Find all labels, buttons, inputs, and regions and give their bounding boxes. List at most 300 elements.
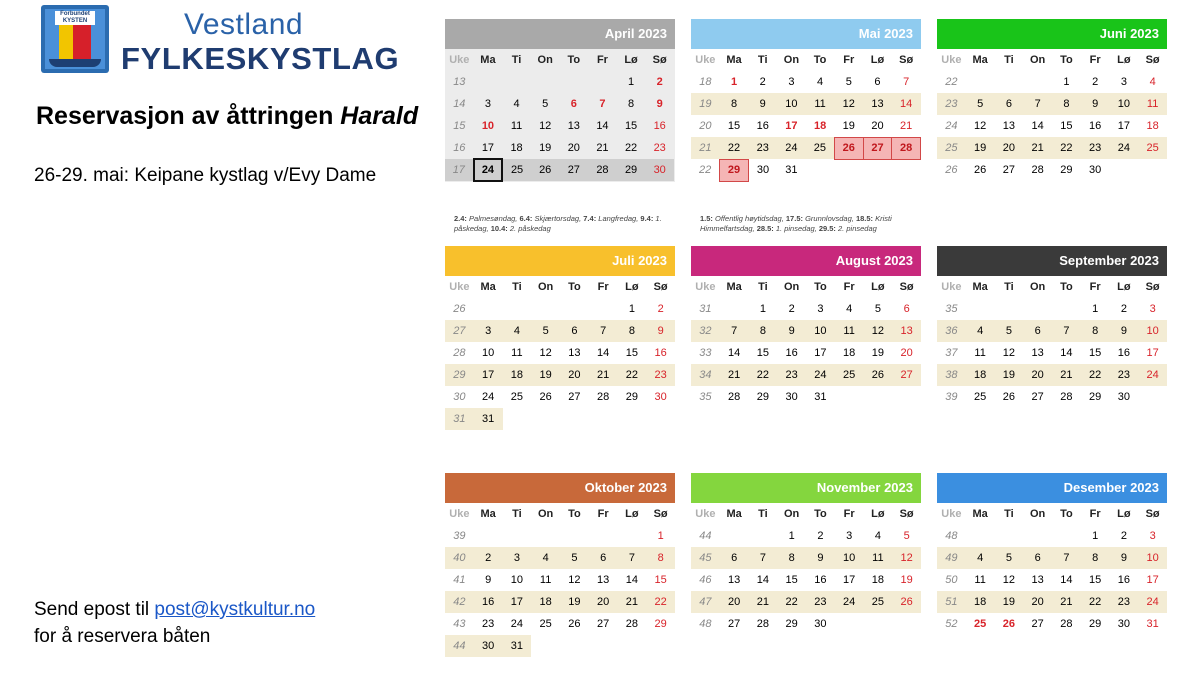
- day-cell: 28: [1060, 391, 1073, 403]
- day-cell: [502, 71, 531, 93]
- day-cell: 7: [589, 320, 618, 342]
- day-cell: 15: [1089, 574, 1102, 586]
- day-label: On: [783, 508, 800, 520]
- day-cell: 15: [654, 574, 667, 586]
- week-number: 34: [691, 364, 720, 386]
- day-label: Ti: [512, 281, 522, 293]
- day-cell: 23: [482, 618, 495, 630]
- day-label: To: [814, 281, 827, 293]
- day-cell: 10: [1138, 547, 1167, 569]
- week-label: Uke: [695, 281, 716, 293]
- day-cell: 2: [645, 71, 674, 93]
- day-cell: 25: [502, 159, 531, 181]
- day-cell: 3: [1149, 530, 1156, 542]
- day-cell: 7: [618, 547, 647, 569]
- day-cell: 22: [720, 137, 749, 159]
- day-cell: 6: [903, 303, 910, 315]
- day-cell: 10: [482, 347, 495, 359]
- day-cell: [864, 613, 893, 635]
- day-cell: 7: [1023, 93, 1052, 115]
- day-cell: 2: [1092, 76, 1099, 88]
- week-number: 26: [945, 164, 958, 176]
- day-cell: [618, 408, 647, 430]
- week-number: 19: [691, 93, 720, 115]
- day-cell: 13: [1031, 574, 1044, 586]
- day-cell: 8: [749, 320, 778, 342]
- day-cell: [503, 408, 532, 430]
- day-cell: 14: [597, 347, 610, 359]
- day-cell: [892, 386, 921, 408]
- day-cell: 4: [846, 303, 853, 315]
- day-cell: 18: [502, 137, 531, 159]
- day-cell: 1: [1092, 303, 1099, 315]
- day-label: To: [1060, 508, 1073, 520]
- day-cell: 9: [485, 574, 492, 586]
- day-cell: [646, 635, 675, 657]
- day-cell: 21: [618, 591, 647, 613]
- day-cell: 6: [1023, 547, 1052, 569]
- week-number: 31: [699, 303, 712, 315]
- day-cell: 12: [1002, 574, 1015, 586]
- month-table: [445, 503, 675, 657]
- day-cell: [1023, 298, 1052, 320]
- day-cell: 10: [806, 320, 835, 342]
- day-cell: [503, 525, 532, 547]
- contact-info: [34, 596, 315, 650]
- day-cell: 23: [645, 137, 674, 159]
- day-label: Fr: [843, 508, 855, 520]
- day-cell: 3: [503, 547, 532, 569]
- week-number: 18: [699, 76, 712, 88]
- day-cell: [618, 635, 647, 657]
- week-number: 21: [691, 137, 720, 159]
- day-label: Ti: [511, 54, 522, 66]
- month-header: Juli 2023: [445, 246, 675, 276]
- day-cell: 19: [966, 137, 995, 159]
- day-cell: [589, 298, 618, 320]
- day-cell: 24: [1138, 364, 1167, 386]
- day-label: To: [567, 54, 581, 66]
- day-label: Fr: [843, 54, 855, 66]
- day-label: On: [537, 281, 554, 293]
- day-cell: [1138, 159, 1167, 181]
- day-cell: [531, 525, 560, 547]
- month-6: [937, 246, 1167, 408]
- day-cell: 2: [788, 303, 795, 315]
- day-cell: 21: [589, 364, 618, 386]
- day-cell: 11: [806, 93, 835, 115]
- day-cell: [474, 71, 503, 93]
- day-cell: 6: [720, 547, 749, 569]
- day-cell: 18: [966, 591, 995, 613]
- day-cell: 20: [871, 119, 884, 132]
- day-cell: 12: [539, 347, 552, 359]
- day-cell: 22: [646, 591, 675, 613]
- day-cell: 17: [1117, 120, 1130, 132]
- day-cell: 17: [843, 574, 856, 586]
- logo-top-text: Vestland: [184, 8, 304, 41]
- day-cell: 8: [1052, 93, 1081, 115]
- day-label: Ti: [1004, 54, 1014, 66]
- day-cell: 22: [1052, 137, 1081, 159]
- day-cell: [589, 635, 618, 657]
- week-number: 41: [453, 574, 466, 586]
- day-label: Sø: [1145, 54, 1160, 66]
- day-cell: 14: [756, 574, 769, 586]
- day-label: To: [568, 508, 581, 520]
- day-cell: 26: [531, 159, 560, 181]
- day-cell: 7: [749, 547, 778, 569]
- day-cell: 16: [1089, 120, 1102, 132]
- day-cell: [864, 386, 893, 408]
- day-cell: 3: [474, 93, 503, 115]
- day-cell: 3: [817, 303, 824, 315]
- week-label: Uke: [449, 281, 470, 293]
- day-cell: 10: [1138, 320, 1167, 342]
- month-table: [691, 276, 921, 408]
- day-cell: 27: [597, 618, 610, 630]
- day-cell: 26: [892, 591, 921, 613]
- day-cell: 29: [1060, 164, 1073, 176]
- day-label: On: [783, 54, 800, 66]
- day-cell: 23: [1110, 591, 1139, 613]
- kystlag-logo: [41, 5, 400, 76]
- day-label: On: [1029, 54, 1046, 66]
- day-cell: 2: [759, 76, 766, 88]
- day-cell: 19: [995, 364, 1024, 386]
- week-number: 38: [937, 364, 966, 386]
- day-cell: 14: [1060, 574, 1073, 586]
- day-cell: 2: [1120, 303, 1127, 315]
- day-cell: 5: [903, 530, 910, 542]
- day-cell: 1: [1092, 530, 1099, 542]
- day-cell: 26: [539, 391, 552, 403]
- week-number: 22: [698, 164, 712, 176]
- day-cell: 17: [474, 137, 503, 159]
- week-number: 39: [453, 530, 466, 542]
- day-label: Ma: [972, 54, 988, 66]
- day-cell: 24: [835, 591, 864, 613]
- day-cell: 8: [1081, 320, 1110, 342]
- day-cell: 25: [1138, 137, 1167, 159]
- day-cell: [892, 613, 921, 635]
- day-cell: 22: [777, 591, 806, 613]
- day-cell: 16: [1117, 347, 1130, 359]
- day-cell: 2: [657, 303, 664, 315]
- day-cell: 5: [874, 303, 881, 315]
- month-header: Mai 2023: [691, 19, 921, 49]
- logo-bottom-text: FYLKESKYSTLAG: [121, 41, 400, 76]
- day-cell: 20: [589, 591, 618, 613]
- day-cell: [806, 159, 835, 181]
- day-cell: 5: [560, 547, 589, 569]
- month-table: [445, 49, 675, 182]
- month-table: [937, 503, 1167, 635]
- day-cell: 15: [785, 574, 798, 586]
- day-cell: 23: [1081, 137, 1110, 159]
- month-table: [937, 49, 1167, 181]
- day-cell: 19: [531, 137, 560, 159]
- day-label: To: [1060, 281, 1073, 293]
- day-cell: 20: [1023, 591, 1052, 613]
- day-cell: 19: [842, 119, 855, 132]
- day-cell: 5: [531, 320, 560, 342]
- day-label: Lø: [625, 281, 639, 293]
- day-cell: [1052, 525, 1081, 547]
- day-label: To: [813, 54, 827, 66]
- week-number: 50: [945, 574, 958, 586]
- day-cell: 5: [845, 76, 852, 88]
- day-cell: 11: [511, 347, 523, 359]
- month-table: [445, 276, 675, 430]
- day-cell: 30: [785, 391, 798, 403]
- page-title: [36, 102, 418, 131]
- day-cell: 15: [1089, 347, 1102, 359]
- week-number: 51: [937, 591, 966, 613]
- day-cell: 9: [748, 93, 777, 115]
- day-cell: [531, 635, 560, 657]
- month-5: [691, 246, 921, 408]
- boat-name: Harald: [340, 102, 419, 130]
- day-cell: 22: [1081, 364, 1110, 386]
- month-header: August 2023: [691, 246, 921, 276]
- day-cell: 10: [474, 115, 503, 137]
- week-number: 27: [445, 320, 474, 342]
- day-cell: [720, 298, 749, 320]
- day-cell: 13: [728, 574, 741, 586]
- day-cell: 13: [568, 347, 581, 359]
- day-cell: [560, 525, 589, 547]
- day-cell: 10: [777, 93, 806, 115]
- day-cell: 14: [588, 115, 617, 137]
- day-label: Sø: [899, 54, 914, 66]
- week-number: 45: [691, 547, 720, 569]
- day-cell: [1110, 159, 1139, 181]
- day-cell: 15: [617, 115, 646, 137]
- day-cell: 8: [646, 547, 675, 569]
- day-cell: 22: [1081, 591, 1110, 613]
- day-cell: 2: [1120, 530, 1127, 542]
- day-cell: 9: [806, 547, 835, 569]
- day-cell: 15: [756, 347, 769, 359]
- day-cell: 21: [900, 119, 913, 132]
- day-cell: 23: [1110, 364, 1139, 386]
- day-cell: 1: [759, 303, 766, 315]
- day-cell: 11: [835, 320, 864, 342]
- day-label: Fr: [1089, 281, 1101, 293]
- day-cell: [560, 71, 589, 93]
- day-cell: 10: [835, 547, 864, 569]
- day-cell: 3: [1120, 76, 1127, 88]
- day-cell: 23: [777, 364, 806, 386]
- week-label: Uke: [449, 508, 470, 520]
- week-number: 23: [937, 93, 966, 115]
- day-cell: 16: [645, 115, 674, 137]
- day-cell: 6: [874, 76, 881, 88]
- contact-suffix: for å reservera båten: [34, 626, 211, 647]
- day-cell: [835, 386, 864, 408]
- day-label: Ma: [972, 281, 988, 293]
- week-label: Uke: [695, 508, 716, 520]
- day-cell: 24: [806, 364, 835, 386]
- week-label: Uke: [941, 54, 962, 66]
- holiday-notes: 1.5: Offentlig høytidsdag, 17.5: Grunnlovsdag, 18.5: Kristi Himmelfartsdag, 28.5: 1. pinsedag, 29.5: 2. pinsedag: [700, 214, 892, 233]
- day-label: Lø: [1117, 508, 1131, 520]
- day-cell: 20: [560, 364, 589, 386]
- day-cell: 18: [871, 574, 884, 586]
- day-cell: 22: [618, 364, 647, 386]
- month-4: [445, 246, 675, 430]
- day-cell: 30: [756, 164, 770, 176]
- day-cell: 21: [588, 137, 617, 159]
- day-cell: 26: [568, 618, 581, 630]
- day-cell: [618, 525, 647, 547]
- day-cell: 30: [654, 391, 667, 403]
- day-label: Sø: [652, 54, 667, 66]
- day-cell: 7: [903, 76, 910, 88]
- week-number: 44: [445, 635, 474, 657]
- month-1: [445, 19, 675, 182]
- day-cell: 8: [1081, 547, 1110, 569]
- week-number: 36: [937, 320, 966, 342]
- day-label: Fr: [1089, 54, 1101, 66]
- day-cell: 18: [503, 364, 532, 386]
- title-main: Reservasjon av åttringen: [36, 102, 341, 130]
- week-number: 20: [699, 120, 712, 132]
- day-cell: 27: [728, 618, 741, 630]
- day-cell: 11: [974, 347, 986, 359]
- day-cell: 16: [756, 120, 769, 132]
- day-cell: 6: [1023, 320, 1052, 342]
- day-cell: 27: [1031, 618, 1044, 630]
- week-number: 26: [453, 303, 466, 315]
- day-cell: [531, 71, 560, 93]
- day-label: Lø: [870, 54, 885, 66]
- day-label: Ti: [758, 281, 768, 293]
- day-cell: 14: [1031, 120, 1044, 132]
- day-cell: [474, 525, 503, 547]
- week-number: 40: [445, 547, 474, 569]
- day-cell: 26: [1002, 391, 1015, 403]
- day-cell: 15: [625, 347, 638, 359]
- day-cell: 25: [974, 391, 987, 403]
- day-cell: 24: [474, 159, 503, 181]
- day-cell: 27: [1002, 164, 1015, 176]
- week-number: 48: [945, 530, 958, 542]
- day-cell: 29: [720, 159, 749, 181]
- day-cell: 21: [749, 591, 778, 613]
- day-cell: 28: [1031, 164, 1044, 176]
- day-cell: 6: [995, 93, 1024, 115]
- day-cell: 14: [892, 93, 921, 115]
- day-cell: [560, 408, 589, 430]
- day-cell: 31: [503, 635, 532, 657]
- day-cell: 8: [617, 93, 646, 115]
- month-header: September 2023: [937, 246, 1167, 276]
- day-cell: 21: [720, 364, 749, 386]
- day-cell: 17: [814, 347, 827, 359]
- day-cell: 8: [720, 93, 749, 115]
- email-link[interactable]: post@kystkultur.no: [154, 599, 316, 620]
- day-cell: 4: [503, 320, 532, 342]
- day-cell: 19: [531, 364, 560, 386]
- day-cell: 7: [720, 320, 749, 342]
- day-cell: 13: [892, 320, 921, 342]
- week-number: 44: [699, 530, 712, 542]
- day-cell: 23: [646, 364, 675, 386]
- day-cell: 4: [531, 547, 560, 569]
- day-cell: 25: [864, 591, 893, 613]
- day-cell: 25: [835, 364, 864, 386]
- day-label: Sø: [899, 508, 914, 520]
- day-cell: 23: [748, 137, 777, 159]
- day-cell: 21: [1052, 591, 1081, 613]
- contact-prefix: Send epost til: [34, 599, 155, 620]
- day-cell: 27: [863, 137, 892, 159]
- day-label: On: [537, 54, 553, 66]
- day-cell: 16: [1117, 574, 1130, 586]
- day-cell: 26: [864, 364, 893, 386]
- week-number: 29: [445, 364, 474, 386]
- day-cell: [966, 525, 995, 547]
- day-label: Lø: [871, 508, 885, 520]
- day-label: Ma: [726, 281, 742, 293]
- day-cell: 1: [617, 71, 646, 93]
- week-number: 24: [945, 120, 958, 132]
- day-cell: 18: [843, 347, 856, 359]
- day-cell: 28: [625, 618, 638, 630]
- day-cell: 28: [588, 159, 617, 181]
- week-number: 35: [945, 303, 958, 315]
- week-number: 32: [691, 320, 720, 342]
- day-cell: 9: [1110, 320, 1139, 342]
- day-cell: 9: [645, 93, 674, 115]
- day-cell: [863, 159, 892, 181]
- day-cell: 8: [618, 320, 647, 342]
- month-9: [937, 473, 1167, 635]
- day-label: On: [537, 508, 554, 520]
- day-cell: [995, 71, 1024, 93]
- day-cell: 5: [531, 93, 560, 115]
- day-cell: 20: [995, 137, 1024, 159]
- day-cell: 29: [1089, 391, 1102, 403]
- day-cell: [720, 525, 749, 547]
- day-cell: [835, 613, 864, 635]
- day-cell: 24: [1138, 591, 1167, 613]
- day-cell: 3: [1149, 303, 1156, 315]
- day-cell: 7: [588, 93, 617, 115]
- day-cell: 18: [813, 120, 827, 132]
- day-cell: 6: [589, 547, 618, 569]
- day-cell: 27: [892, 364, 921, 386]
- day-cell: 20: [1023, 364, 1052, 386]
- day-cell: 27: [560, 159, 589, 181]
- day-cell: [589, 525, 618, 547]
- day-cell: 12: [974, 120, 987, 132]
- badge-text: Forbundet KYSTEN: [55, 11, 95, 25]
- day-cell: 19: [995, 591, 1024, 613]
- day-cell: [995, 298, 1024, 320]
- day-cell: 9: [1110, 547, 1139, 569]
- day-cell: 22: [617, 137, 646, 159]
- day-label: Ma: [726, 54, 742, 66]
- day-cell: 13: [1031, 347, 1044, 359]
- day-cell: 19: [871, 347, 884, 359]
- day-cell: 1: [788, 530, 795, 542]
- day-cell: 6: [560, 320, 589, 342]
- day-cell: 15: [727, 120, 741, 132]
- day-cell: 27: [1031, 391, 1044, 403]
